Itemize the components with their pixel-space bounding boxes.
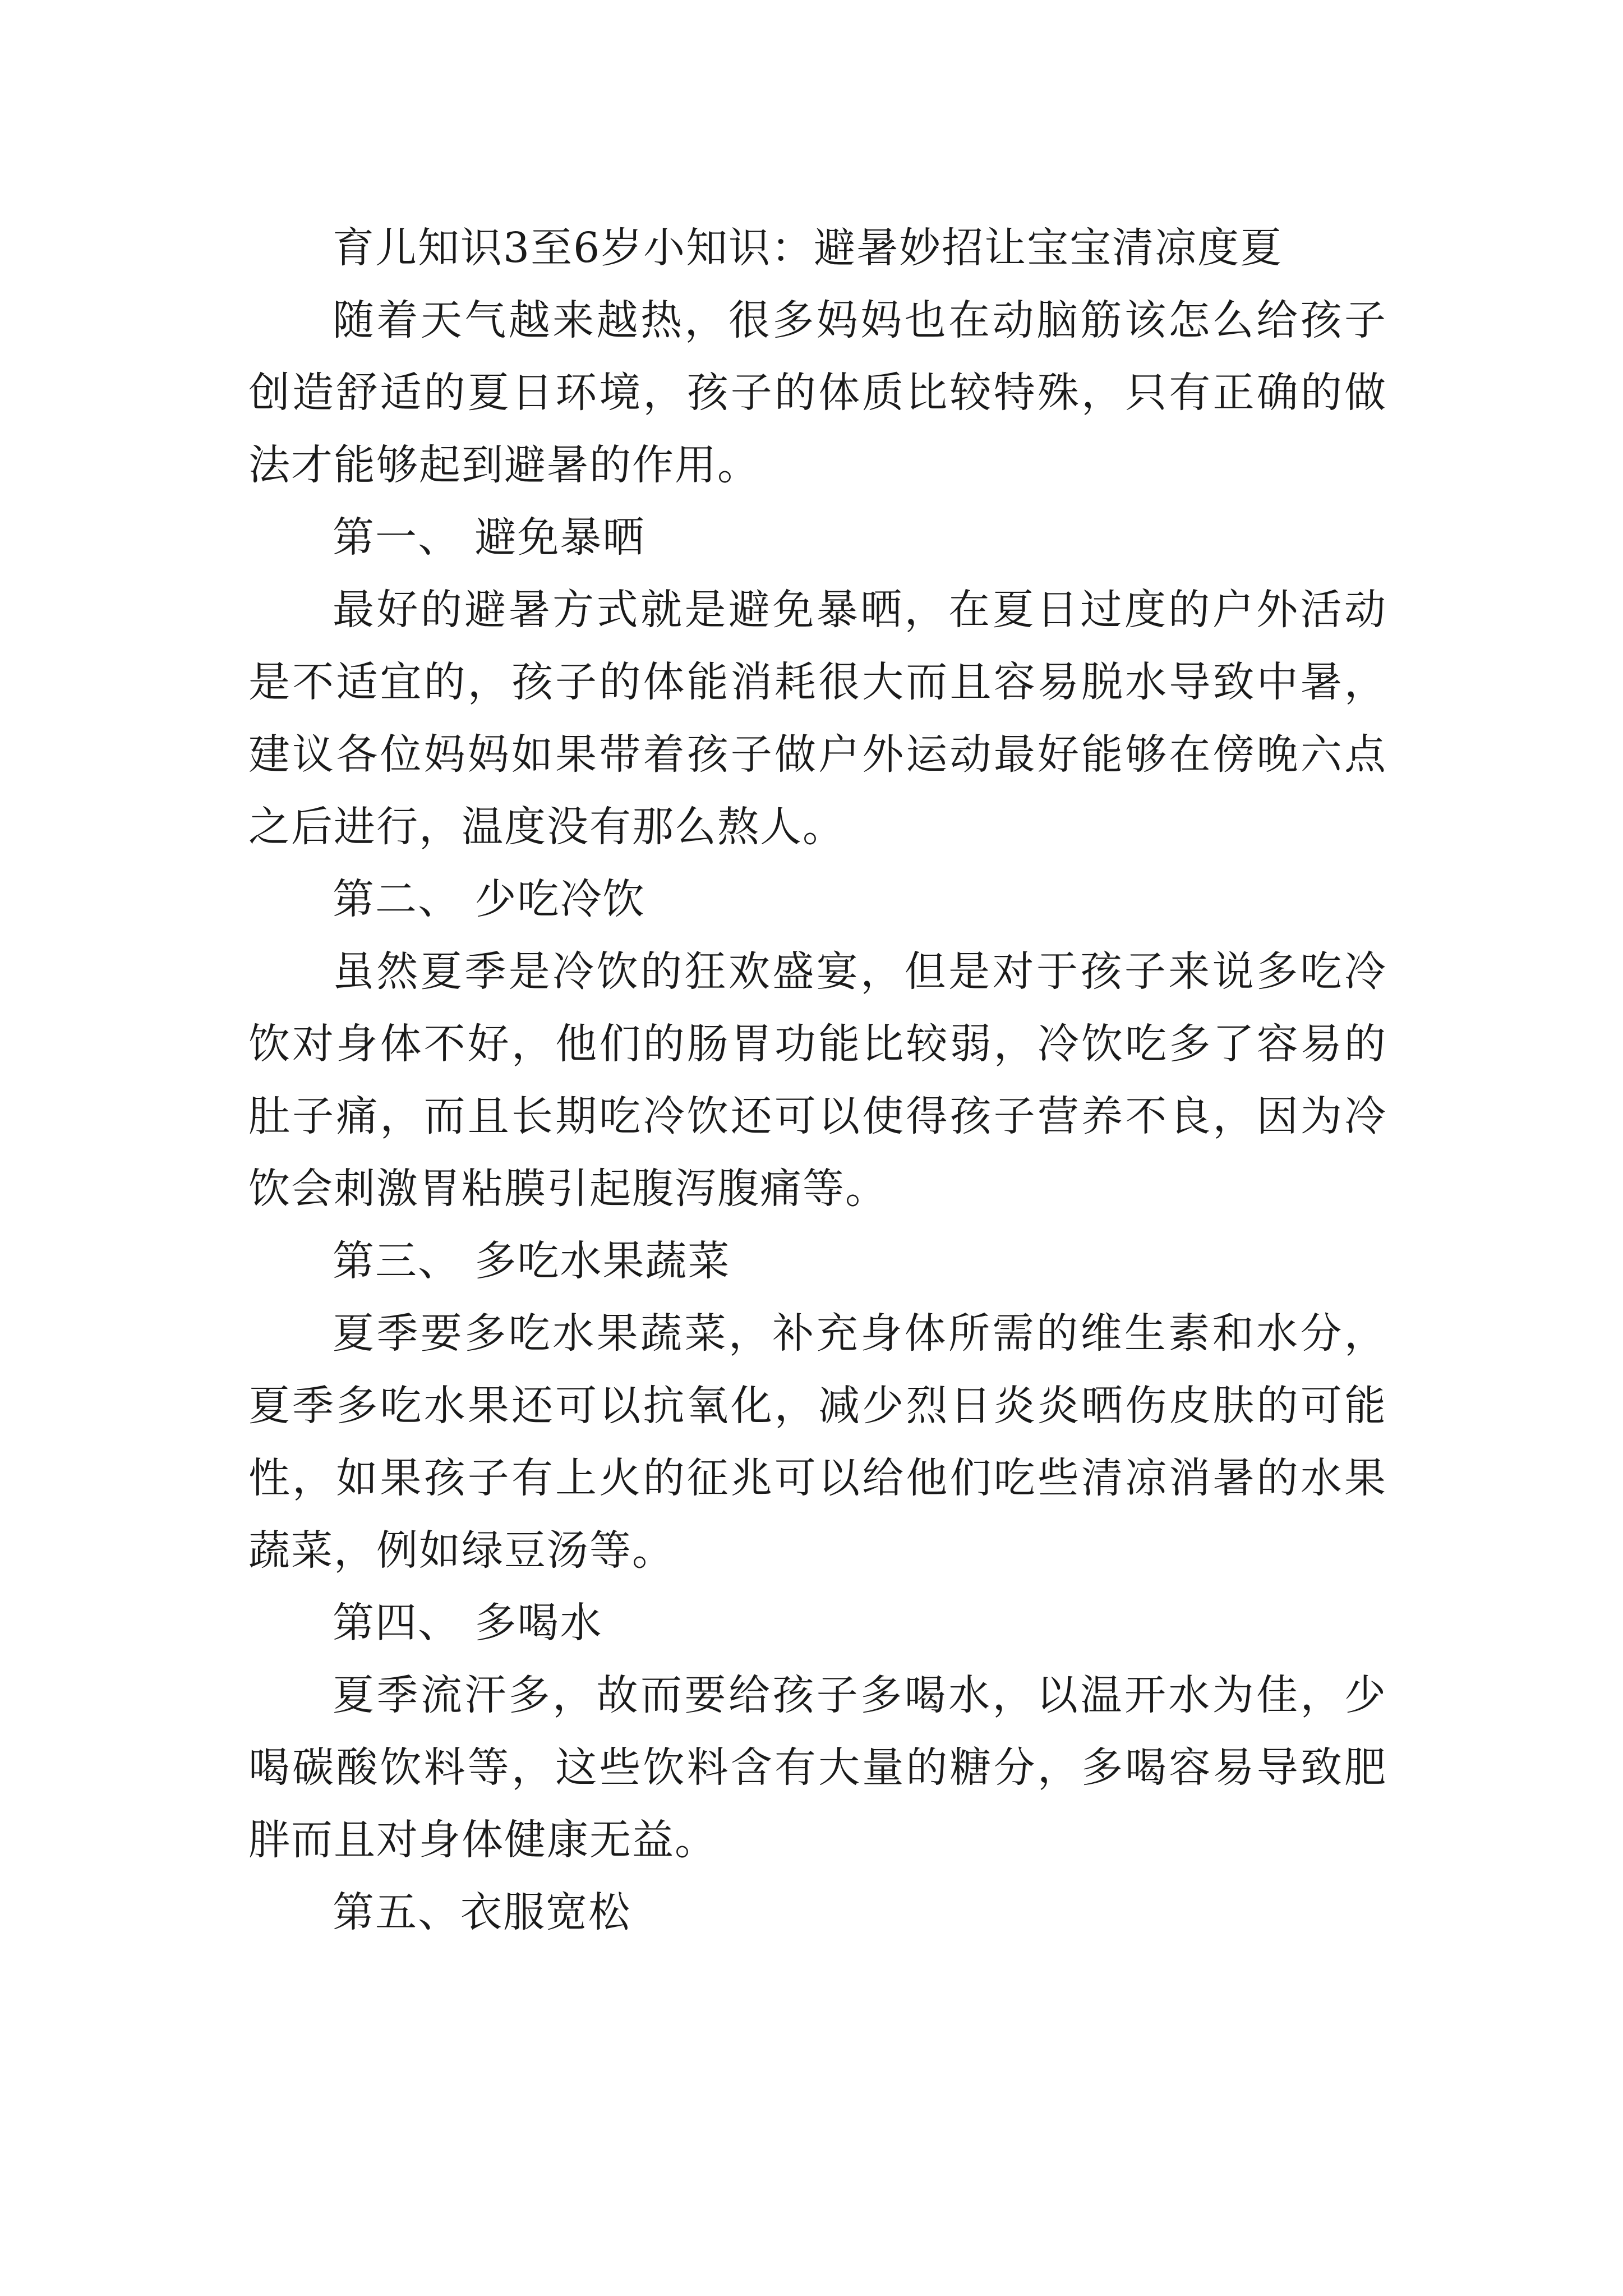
- section-body-2: 虽然夏季是冷饮的狂欢盛宴，但是对于孩子来说多吃冷饮对身体不好，他们的肠胃功能比较弱，冷饮吃多了容易的肚子痛，而且长期吃冷饮还可以使得孩子营养不良，因为冷饮会刺激胃粘膜引起腹泻腹痛等。: [248, 947, 1387, 1213]
- section-body-1: 最好的避暑方式就是避免暴晒，在夏日过度的户外活动是不适宜的，孩子的体能消耗很大而且容易脱水导致中暑，建议各位妈妈如果带着孩子做户外运动最好能够在傍晚六点之后进行，温度没有那么熬人。: [248, 586, 1387, 851]
- section-heading-1: 第一、 避免暴晒: [333, 513, 645, 562]
- document-title: 育儿知识3至6岁小知识：避暑妙招让宝宝清凉度夏: [333, 224, 1283, 272]
- section-body-3: 夏季要多吃水果蔬菜，补充身体所需的维生素和水分，夏季多吃水果还可以抗氧化，减少烈日炎炎晒伤皮肤的可能性，如果孩子有上火的征兆可以给他们吃些清凉消暑的水果蔬菜，例如绿豆汤等。: [248, 1309, 1387, 1575]
- section-body-4: 夏季流汗多，故而要给孩子多喝水，以温开水为佳，少喝碳酸饮料等，这些饮料含有大量的糖分，多喝容易导致肥胖而且对身体健康无益。: [248, 1671, 1387, 1864]
- section-heading-3: 第三、 多吃水果蔬菜: [333, 1237, 731, 1285]
- intro-paragraph: 随着天气越来越热，很多妈妈也在动脑筋该怎么给孩子创造舒适的夏日环境，孩子的体质比较特殊，只有正确的做法才能够起到避暑的作用。: [248, 296, 1387, 489]
- section-heading-5: 第五、衣服宽松: [333, 1888, 631, 1936]
- document-body: [248, 212, 1387, 1949]
- section-heading-4: 第四、 多喝水: [333, 1599, 603, 1647]
- section-heading-2: 第二、 少吃冷饮: [333, 875, 645, 923]
